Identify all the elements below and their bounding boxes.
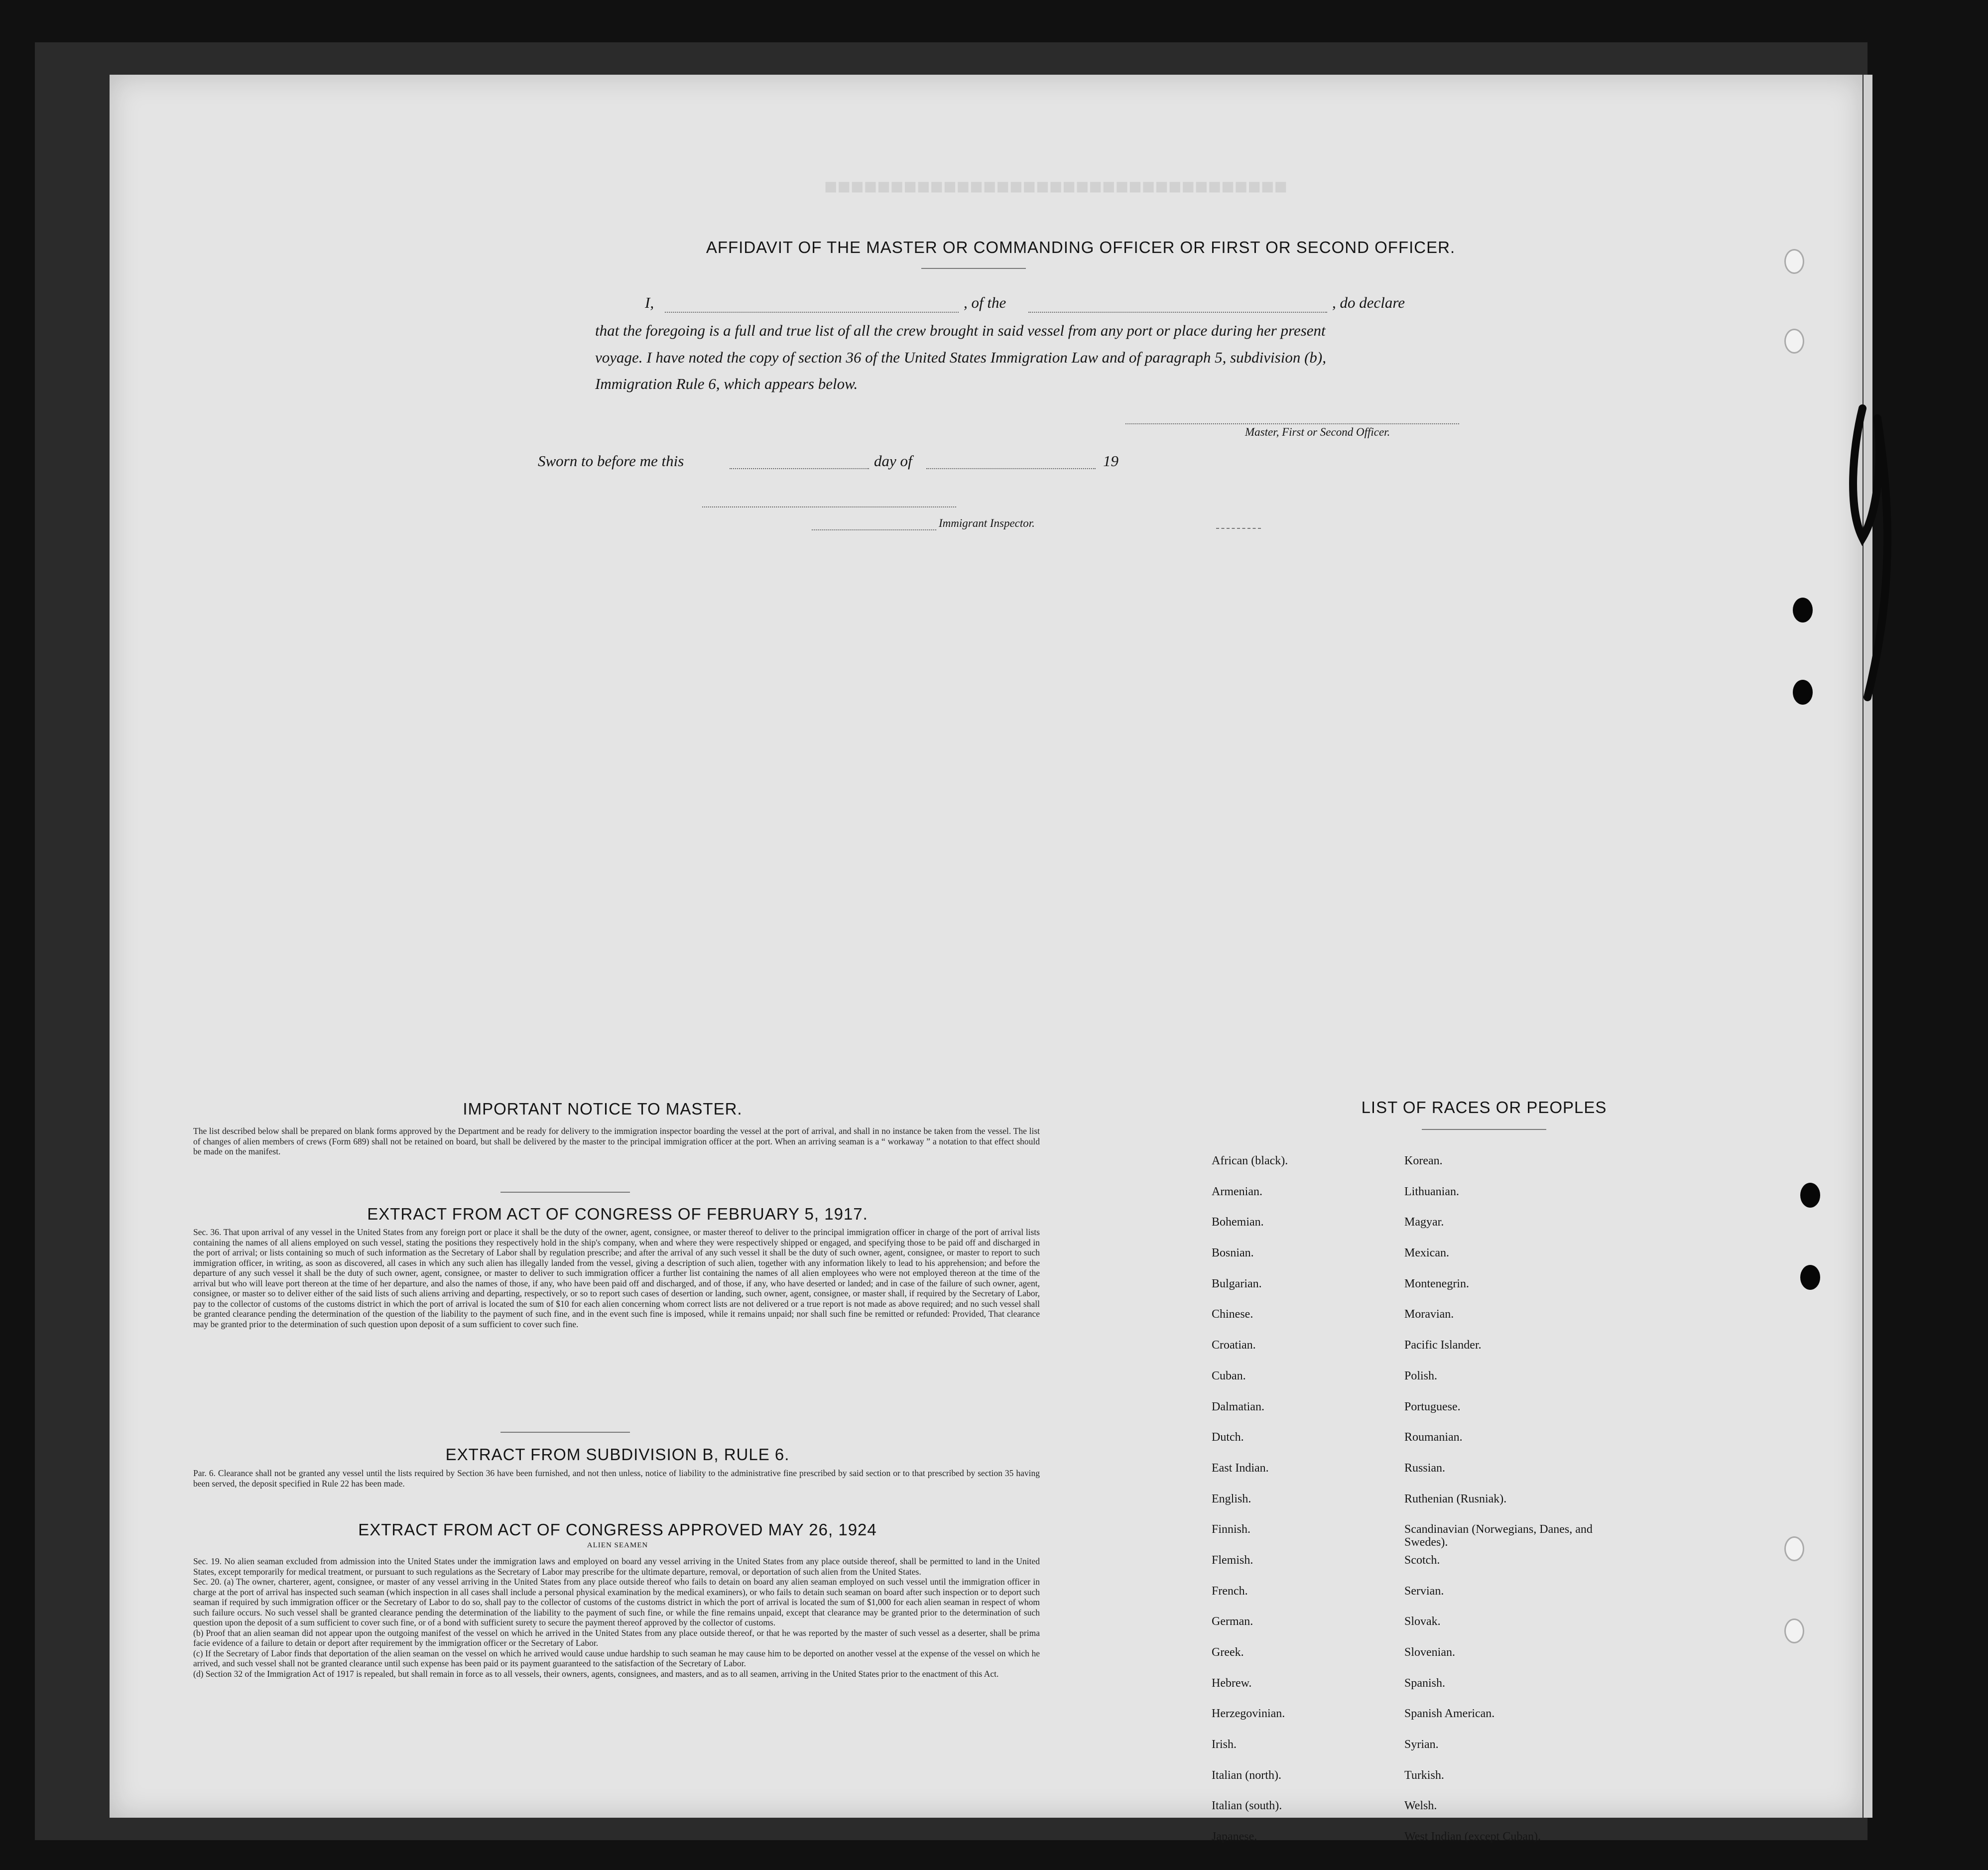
form-page [110, 75, 1863, 1844]
inspector-dash [1216, 528, 1261, 529]
race-item: Italian (north). [1212, 1768, 1281, 1782]
races-title-underline [1422, 1129, 1546, 1130]
race-item: Cuban. [1212, 1369, 1246, 1382]
race-item: Italian (south). [1212, 1799, 1282, 1813]
punch-hole-icon [1800, 1183, 1820, 1208]
sec19-paragraph: Sec. 19. No alien seaman excluded from admission into the United States under the immigration laws and employed on board any vessel arriving in the United States from any place outside thereof, shall be permitted to land in the United States, except temporarily for medical treatment, or pursuant to such regulations as the Secretary of Labor may prescribe for the ultimate departure, removal, or deportation of such alien from the United States. [193, 1556, 1040, 1577]
notice-title: IMPORTANT NOTICE TO MASTER. [463, 1100, 743, 1118]
race-item: Syrian. [1404, 1738, 1439, 1751]
sec20c-paragraph: (c) If the Secretary of Labor finds that deportation of the alien seaman on the vessel on which he arrived would cause undue hardship to such seaman he may cause him to be deported on another vessel at the expense of the vessel on which he arrived, and such vessel shall not be granted clearance until such expense has been paid or its payment guaranteed to the satisfaction of the Secretary of Labor. [193, 1648, 1040, 1668]
punch-hole-icon [1784, 1619, 1804, 1643]
inspector-label: Immigrant Inspector. [939, 517, 1035, 529]
race-item: English. [1212, 1492, 1251, 1505]
race-item: Dutch. [1212, 1431, 1244, 1444]
race-item: Servian. [1404, 1584, 1444, 1598]
race-item: Pacific Islander. [1404, 1339, 1482, 1352]
race-item: Scotch. [1404, 1553, 1440, 1567]
inspector-signature-line[interactable] [812, 529, 936, 530]
race-item: Bulgarian. [1212, 1277, 1262, 1290]
title-underline [921, 268, 1026, 269]
inspector-line-upper[interactable] [702, 506, 956, 507]
page-edge [1864, 75, 1872, 1818]
race-item: Turkish. [1404, 1768, 1444, 1782]
name-blank[interactable] [665, 312, 959, 313]
race-item: Mexican. [1404, 1247, 1449, 1260]
bleed-through-shadow: ■■■■■■■■■■■■■■■■■■■■■■■■■■■■■■■■■■■ [824, 174, 1288, 199]
sec20a-paragraph: Sec. 20. (a) The owner, charterer, agent, consignee, or master of any vessel arriving in the United States from any place outside thereof who fails to detain on board any alien seaman employed on such vessel until the immigration officer in charge at the port of arrival has inspected such seaman (which inspection in all cases shall include a personal physical examination by the medical examiners), or who fails to detain such seaman on board after such inspection or to deport such seaman if required by such immigration officer or the Secretary of Labor to do so, shall pay to the collector of customs of the customs district in which the port of arrival is located the sum of $1,000 for each alien seaman in respect of whom such failure occurs. No such vessel shall be granted clearance pending the determination of the liability to the payment of such fine, or while the fine remains unpaid, except that clearance may be granted prior to the determination of such question upon the deposit of a sum sufficient to cover such fine, or of a bond with sufficient surety to secure the payment thereof approved by the collector of customs. [193, 1577, 1040, 1627]
race-item: Slovenian. [1404, 1646, 1455, 1659]
race-item: Armenian. [1212, 1185, 1262, 1198]
race-item: Korean. [1404, 1154, 1443, 1167]
declaration-line-3: voyage. I have noted the copy of section 36 of the United States Immigration Law and of paragraph 5, subdivision (b), [595, 349, 1326, 366]
race-item: Flemish. [1212, 1553, 1253, 1567]
race-item: Hebrew. [1212, 1676, 1252, 1690]
race-item: Montenegrin. [1404, 1277, 1469, 1290]
races-title: LIST OF RACES OR PEOPLES [1361, 1098, 1607, 1117]
extract-1917-body: Sec. 36. That upon arrival of any vessel in the United States from any foreign port or place it shall be the duty of the owner, agent, consignee, or master thereof to deliver to the principal immigration officer in charge of the port of arrival lists containing the names of all aliens employed on such vessel, stating the positions they respectively hold in the ship's company, when and where they were respectively shipped or engaged, and specifying those to be paid off and discharged in the port of arrival; or lists containing so much of such information as the Secretary of Labor shall by regulation prescribe; and after the arrival of any such vessel it shall be the duty of such owner, agent, consignee, or master to report to such immigration officer, in writing, as soon as discovered, all cases in which any such alien has illegally landed from the vessel, giving a description of such alien, together with any information likely to lead to his apprehension; and before the departure of any such vessel it shall be the duty of such owner, agent, consignee, or master to deliver to such immigration officer a further list containing the names of all alien employees who were not employed thereon at the time of the arrival but who will leave port thereon at the time of her departure, and also the names of those, if any, who have been paid off and discharged, and of those, if any, who have deserted or landed; and in case of the failure of such owner, agent, consignee, or master so to deliver either of the said lists of such aliens arriving and departing, respectively, or so to report such cases of desertion or landing, such owner, agent, consignee, or master shall, if required by the Secretary of Labor, pay to the collector of customs of the customs district in which the port of arrival is located the sum of $10 for each alien concerning whom correct lists are not delivered or a true report is not made as above required; and no such vessel shall be granted clearance pending the determination of the question of the liability to the payment of such fine, and in the event such fine is imposed, while it remains unpaid; nor shall such fine be remitted or refunded: Provided, That clearance may be granted prior to the determination of such question upon deposit of a sum sufficient to cover such fine. [193, 1227, 1040, 1329]
races-right-column [1404, 1154, 1594, 1861]
sworn-day-of: day of [874, 452, 912, 470]
race-item: African (black). [1212, 1154, 1288, 1167]
punch-hole-icon [1793, 598, 1813, 623]
race-item: Roumanian. [1404, 1431, 1463, 1444]
master-signature-label: Master, First or Second Officer. [1245, 426, 1390, 438]
extract-1924-title: EXTRACT FROM ACT OF CONGRESS APPROVED MAY 26, 1924 [358, 1520, 877, 1539]
race-item: Welsh. [1404, 1799, 1437, 1813]
sec20d-paragraph: (d) Section 32 of the Immigration Act of 1917 is repealed, but shall remain in force as to all vessels, their owners, agents, consignees, and masters, and as to all seamen, arriving in the United States prior to the enactment of this Act. [193, 1668, 999, 1679]
extract-1924-body [193, 1556, 1040, 1679]
declaration-line-2: that the foregoing is a full and true list of all the crew brought in said vessel from any port or place during her present [595, 322, 1326, 339]
declaration-do-declare: , do declare [1332, 294, 1405, 311]
extract-1917-title: EXTRACT FROM ACT OF CONGRESS OF FEBRUARY 5, 1917. [367, 1205, 868, 1223]
race-item: Scandinavian (Norwegians, Danes, and Swedes). [1404, 1523, 1593, 1549]
declaration-line-4: Immigration Rule 6, which appears below. [595, 375, 858, 392]
race-item: Japanese. [1212, 1830, 1257, 1844]
sworn-day-blank[interactable] [730, 468, 869, 469]
race-item: Bosnian. [1212, 1247, 1254, 1260]
notice-body: The list described below shall be prepared on blank forms approved by the Department and be ready for delivery to the immigration inspector boarding the vessel at the port of arrival, and shall in no instance be taken from the vessel. The list of changes of alien members of crews (Form 689) shall not be retained on board, but shall be delivered by the master to the principal immigration officer at the port. When an arriving seaman is a “ workaway ” a notation to that effect should be made on the manifest. [193, 1126, 1040, 1156]
race-item: Slovak. [1404, 1615, 1441, 1628]
race-item: Finnish. [1212, 1523, 1251, 1536]
declaration-of-the: , of the [964, 294, 1006, 311]
punch-hole-icon [1800, 1265, 1820, 1290]
sworn-month-blank[interactable] [926, 468, 1096, 469]
extract-rule6-title: EXTRACT FROM SUBDIVISION B, RULE 6. [445, 1445, 790, 1464]
race-item: Herzegovinian. [1212, 1707, 1285, 1721]
race-item: Ruthenian (Rusniak). [1404, 1492, 1507, 1505]
vessel-name-blank[interactable] [1028, 312, 1327, 313]
divider [500, 1432, 630, 1433]
punch-hole-icon [1784, 329, 1804, 354]
race-item: Russian. [1404, 1461, 1446, 1475]
handwritten-scrawl-icon [1843, 388, 1912, 717]
race-item: Magyar. [1404, 1216, 1444, 1229]
race-item: Spanish. [1404, 1676, 1446, 1690]
divider [500, 1192, 630, 1193]
race-item: Bohemian. [1212, 1216, 1264, 1229]
sworn-year: 19 [1103, 452, 1118, 470]
extract-rule6-body: Par. 6. Clearance shall not be granted any vessel until the lists required by Section 36 have been furnished, and not then unless, notice of liability to the administrative fine prescribed by said section or to that prescribed by section 35 having been served, the deposit specified in Rule 22 has been made. [193, 1468, 1040, 1489]
race-item: French. [1212, 1584, 1248, 1598]
race-item: West Indian (except Cuban). [1404, 1830, 1541, 1844]
race-item: Dalmatian. [1212, 1400, 1264, 1413]
punch-hole-icon [1784, 249, 1804, 274]
declaration-i: I, [645, 294, 654, 311]
master-signature-line[interactable] [1125, 423, 1459, 424]
punch-hole-icon [1784, 1536, 1804, 1561]
sworn-prefix: Sworn to before me this [538, 452, 684, 470]
extract-1924-subtitle: ALIEN SEAMEN [587, 1541, 648, 1549]
race-item: German. [1212, 1615, 1253, 1628]
affidavit-title: AFFIDAVIT OF THE MASTER OR COMMANDING OFFICER OR FIRST OR SECOND OFFICER. [706, 238, 1456, 256]
sec20b-paragraph: (b) Proof that an alien seaman did not appear upon the outgoing manifest of the vessel on which he arrived in the United States from any place outside thereof, or that he was reported by the master of such vessel as a deserter, shall be prima facie evidence of a failure to detain or deport after requirement by the immigration officer or the Secretary of Labor. [193, 1627, 1040, 1648]
race-item: East Indian. [1212, 1461, 1269, 1475]
race-item: Portuguese. [1404, 1400, 1461, 1413]
race-item: Spanish American. [1404, 1707, 1495, 1721]
race-item: Chinese. [1212, 1308, 1253, 1321]
races-left-column [1212, 1154, 1288, 1861]
race-item: Irish. [1212, 1738, 1237, 1751]
punch-hole-icon [1793, 680, 1813, 705]
race-item: Moravian. [1404, 1308, 1454, 1321]
race-item: Croatian. [1212, 1339, 1256, 1352]
race-item: Polish. [1404, 1369, 1438, 1382]
race-item: Lithuanian. [1404, 1185, 1459, 1198]
race-item: Greek. [1212, 1646, 1244, 1659]
